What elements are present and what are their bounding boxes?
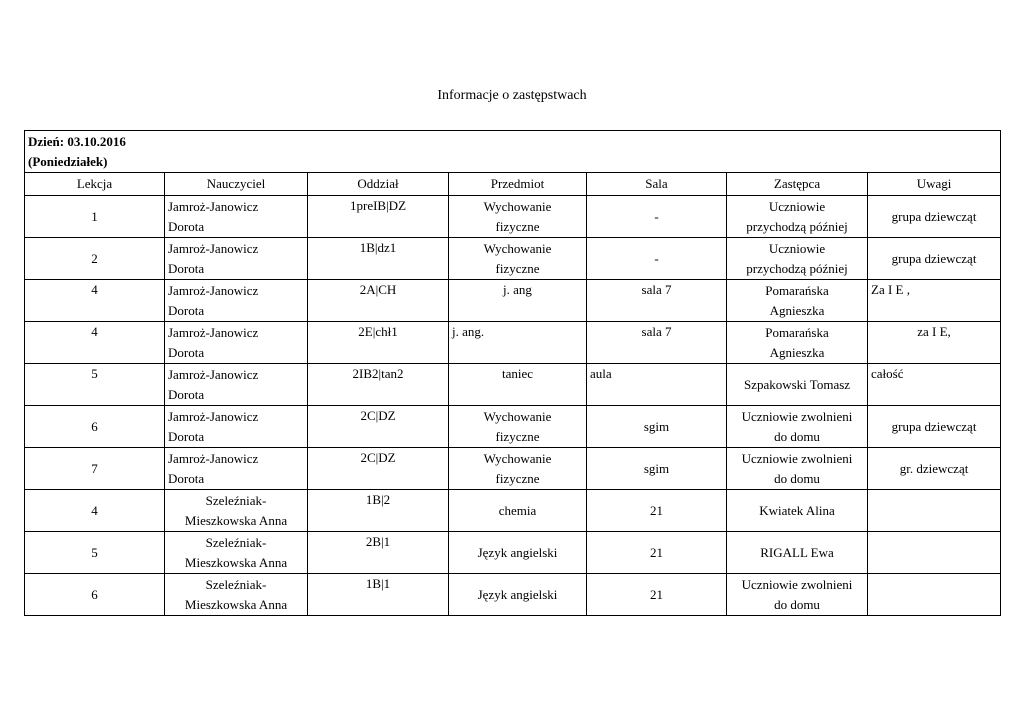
cell-oddzial: 2C|DZ [308,406,449,448]
cell-uwagi: grupa dziewcząt [868,238,1001,280]
cell-line: Dorota [168,344,205,360]
cell-oddzial: 2E|chł1 [308,322,449,364]
cell-nauczyciel [165,280,308,322]
cell-line: Dorota [168,302,205,318]
cell-line: Pomarańska [765,324,829,340]
page-title: Informacje o zastępstwach [437,88,587,103]
cell-uwagi: grupa dziewcząt [868,196,1001,238]
cell-uwagi: Za I E , [868,280,1001,322]
cell-nauczyciel [165,448,308,490]
cell-nauczyciel [165,322,308,364]
cell-oddzial: 2B|1 [308,532,449,574]
cell-uwagi: grupa dziewcząt [868,406,1001,448]
cell-nauczyciel [165,364,308,406]
cell-zastepca [727,448,868,490]
cell-line: Dorota [168,470,205,486]
cell-oddzial: 1B|dz1 [308,238,449,280]
table-row [25,490,1001,532]
cell-line: Uczniowie zwolnieni [741,450,853,466]
cell-zastepca [727,322,868,364]
cell-zastepca [727,532,868,574]
cell-lekcja: 5 [25,532,165,574]
cell-lekcja: 6 [25,574,165,616]
cell-przedmiot [449,364,587,406]
cell-nauczyciel [165,196,308,238]
cell-sala: - [587,238,727,280]
day-date: Dzień: 03.10.2016 [28,133,126,149]
column-header-sala: Sala [587,173,727,196]
substitutions-table [24,130,1001,616]
cell-line: Agnieszka [769,344,825,360]
cell-lekcja: 4 [25,280,165,322]
table-row [25,574,1001,616]
cell-zastepca [727,574,868,616]
cell-sala: sgim [587,448,727,490]
cell-oddzial: 1preIB|DZ [308,196,449,238]
cell-przedmiot [449,448,587,490]
column-header-row [25,173,1001,196]
cell-uwagi: za I E, [868,322,1001,364]
cell-uwagi [868,532,1001,574]
day-header [25,131,1001,173]
cell-line: Mieszkowska Anna [184,554,288,570]
cell-line: Uczniowie zwolnieni [741,576,853,592]
cell-sala: sala 7 [587,322,727,364]
column-header-uwagi: Uwagi [868,173,1001,196]
column-header-zastepca: Zastępca [727,173,868,196]
table-row [25,280,1001,322]
cell-przedmiot [449,490,587,532]
cell-przedmiot [449,532,587,574]
cell-line: Uczniowie [768,240,826,256]
cell-line: Język angielski [477,586,558,602]
cell-line: do domu [774,596,820,612]
cell-line: Jamroż-Janowicz [168,282,259,298]
cell-oddzial: 2A|CH [308,280,449,322]
cell-zastepca [727,490,868,532]
cell-line: do domu [774,428,820,444]
cell-lekcja: 5 [25,364,165,406]
cell-line: fizyczne [495,470,540,486]
cell-przedmiot [449,238,587,280]
cell-zastepca [727,406,868,448]
cell-przedmiot [449,574,587,616]
cell-line: Pomarańska [765,282,829,298]
cell-line: do domu [774,470,820,486]
day-weekday: (Poniedziałek) [28,153,108,169]
cell-line: Dorota [168,260,205,276]
cell-line: j. ang [503,282,532,297]
cell-line: Dorota [168,386,205,402]
cell-nauczyciel [165,238,308,280]
table-row [25,322,1001,364]
cell-line: fizyczne [495,260,540,276]
cell-line: Dorota [168,428,205,444]
cell-line: Szpakowski Tomasz [743,376,851,392]
cell-line: Agnieszka [769,302,825,318]
cell-oddzial: 2C|DZ [308,448,449,490]
cell-uwagi: całość [868,364,1001,406]
cell-line: chemia [498,502,537,518]
cell-line: Wychowanie [483,408,552,424]
cell-line: Wychowanie [483,450,552,466]
cell-line: fizyczne [495,218,540,234]
cell-line: taniec [501,366,534,381]
cell-nauczyciel [165,406,308,448]
cell-line: Dorota [168,218,205,234]
cell-zastepca [727,280,868,322]
cell-lekcja: 7 [25,448,165,490]
cell-line: Szeleźniak- [205,492,267,508]
table-row [25,238,1001,280]
cell-line: przychodzą później [746,218,848,234]
cell-przedmiot [449,406,587,448]
cell-lekcja: 4 [25,322,165,364]
cell-line: Jamroż-Janowicz [168,198,259,214]
cell-oddzial: 1B|2 [308,490,449,532]
table-row [25,406,1001,448]
cell-line: przychodzą później [746,260,848,276]
cell-lekcja: 2 [25,238,165,280]
cell-line: Jamroż-Janowicz [168,366,259,382]
table-row [25,448,1001,490]
cell-line: Jamroż-Janowicz [168,450,259,466]
cell-line: Jamroż-Janowicz [168,240,259,256]
cell-sala: aula [587,364,727,406]
column-header-lekcja: Lekcja [25,173,165,196]
cell-sala: 21 [587,574,727,616]
cell-line: Kwiatek Alina [759,502,835,518]
cell-line: Mieszkowska Anna [184,512,288,528]
cell-oddzial: 2IB2|tan2 [308,364,449,406]
cell-line: Uczniowie zwolnieni [741,408,853,424]
column-header-przedmiot: Przedmiot [449,173,587,196]
column-header-nauczyciel: Nauczyciel [165,173,308,196]
cell-przedmiot [449,322,587,364]
cell-sala: sgim [587,406,727,448]
cell-line: Wychowanie [483,198,552,214]
cell-sala: - [587,196,727,238]
cell-nauczyciel [165,532,308,574]
cell-oddzial: 1B|1 [308,574,449,616]
cell-line: Jamroż-Janowicz [168,324,259,340]
cell-nauczyciel [165,574,308,616]
cell-line: Szeleźniak- [205,534,267,550]
cell-przedmiot [449,280,587,322]
table-row [25,364,1001,406]
cell-zastepca [727,238,868,280]
cell-uwagi [868,490,1001,532]
cell-line: Uczniowie [768,198,826,214]
column-header-oddzial: Oddział [308,173,449,196]
cell-line: Mieszkowska Anna [184,596,288,612]
cell-zastepca [727,196,868,238]
cell-lekcja: 6 [25,406,165,448]
cell-uwagi: gr. dziewcząt [868,448,1001,490]
cell-line: Wychowanie [483,240,552,256]
day-header-row [25,131,1001,173]
cell-line: Szeleźniak- [205,576,267,592]
cell-przedmiot [449,196,587,238]
cell-nauczyciel [165,490,308,532]
cell-line: Język angielski [477,544,558,560]
table-row [25,532,1001,574]
cell-zastepca [727,364,868,406]
cell-lekcja: 1 [25,196,165,238]
cell-line: Jamroż-Janowicz [168,408,259,424]
cell-lekcja: 4 [25,490,165,532]
cell-sala: 21 [587,532,727,574]
cell-line: fizyczne [495,428,540,444]
cell-sala: 21 [587,490,727,532]
cell-line: RIGALL Ewa [760,544,834,560]
cell-uwagi [868,574,1001,616]
cell-line: j. ang. [452,324,485,339]
table-row [25,196,1001,238]
cell-sala: sala 7 [587,280,727,322]
